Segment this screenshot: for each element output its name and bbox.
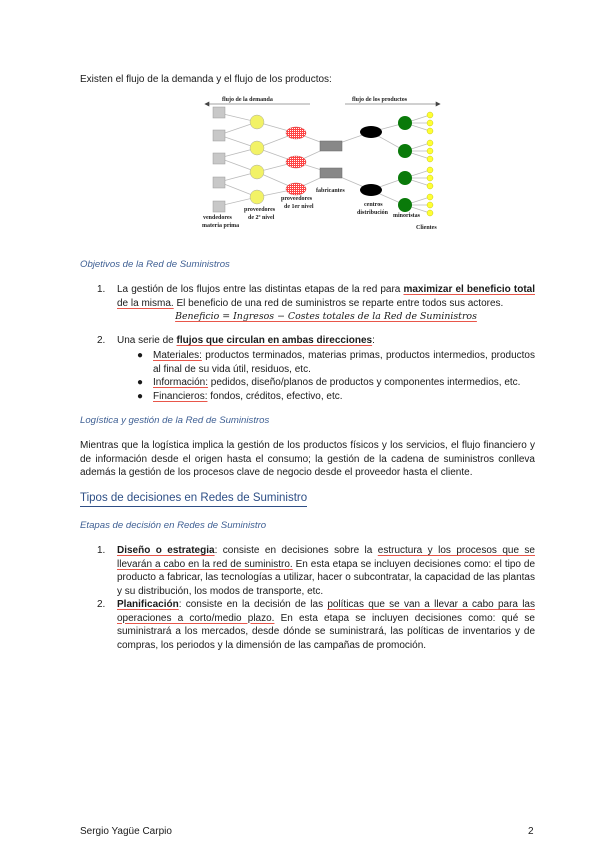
term: Información: xyxy=(153,377,209,388)
list-number: 1. xyxy=(97,284,106,295)
term: Planificación xyxy=(117,599,179,610)
term: Diseño o estrategia xyxy=(117,545,215,556)
term: Materiales: xyxy=(153,350,202,361)
client-nodes xyxy=(427,112,433,216)
retailer-nodes xyxy=(398,116,412,212)
tier1-label-2: de 1er nivel xyxy=(284,204,314,210)
bullet-icon: ● xyxy=(137,350,144,361)
underlined-text: políticas que se van a llevar a cabo para las operaciones a corto/medio plazo. xyxy=(117,599,535,624)
text: La gestión de los flujos entre las distintas etapas de la red para xyxy=(117,284,404,295)
supply-chain-diagram xyxy=(200,90,450,235)
vendors-label-2: materia prima xyxy=(202,223,240,229)
text: En esta etapa se incluyen decisiones como: qué se suministrará a los mercados, desde dónde se suministrará, las políticas de inventarios y de compras, los periodos y la dimensión de las campañas de promoción. xyxy=(117,612,535,651)
tier1-supplier-nodes xyxy=(286,127,306,195)
list-number: 2. xyxy=(97,335,106,346)
bullet-item xyxy=(137,390,535,404)
retail-label: minoristas xyxy=(393,213,420,219)
list-number: 1. xyxy=(97,545,106,556)
manufacturer-nodes xyxy=(320,141,342,178)
page-number: 2 xyxy=(528,826,534,837)
vendors-label: vendedores xyxy=(203,215,232,221)
section-heading-logistica: Logística y gestión de la Red de Suministros xyxy=(80,415,270,426)
list-item xyxy=(97,598,535,652)
subheading-etapas: Etapas de decisión en Redes de Suministro xyxy=(80,520,267,531)
list-item xyxy=(97,283,535,324)
formula xyxy=(117,310,535,324)
footer-author: Sergio Yagüe Carpio xyxy=(80,826,172,837)
section-heading-objetivos: Objetivos de la Red de Suministros xyxy=(80,259,230,270)
intro-text: Existen el flujo de la demanda y el flujo de los productos: xyxy=(80,74,332,85)
paragraph: Mientras que la logística implica la gestión de los productos físicos y los servicios, el flujo financiero y de información desde el origen hasta el consumo; la gestión de la cadena de suministros conlleva además la gestión de los procesos clave de negocio desde el proveedor hasta el cliente. xyxy=(80,440,535,478)
tier1-label: proveedores xyxy=(281,196,313,202)
heading-text: Tipos de decisiones en Redes de Suministro xyxy=(80,491,307,507)
flow-demand-label: flujo de la demanda xyxy=(222,97,273,103)
underlined-text: estructura y los procesos que se llevarán a cabo en la red de suministro. xyxy=(117,545,535,570)
text: fondos, créditos, efectivo, etc. xyxy=(207,390,343,402)
bullet-item xyxy=(137,376,535,390)
bullet-list xyxy=(137,349,535,403)
list-number: 2. xyxy=(97,599,106,610)
text: : xyxy=(372,335,375,346)
text: Una serie de xyxy=(117,335,177,346)
text: pedidos, diseño/planos de productos y componentes intermedios, etc. xyxy=(208,377,521,388)
text: En esta etapa se incluyen decisiones como: el tipo de producto a fabricar, las tecnologías a utilizar, hacer o subcontratar, la capacidad de las plantas y su distribución, los modos de transporte, etc. xyxy=(117,558,536,597)
formula-text: Beneficio = Ingresos − Costes totales de la Red de Suministros xyxy=(175,311,477,322)
dist-label: centros xyxy=(364,202,383,208)
clients-label: Clientes xyxy=(416,225,437,231)
vendor-nodes xyxy=(213,107,225,212)
text: El beneficio de una red de suministros se reparte entre todos sus actores. xyxy=(173,297,504,309)
flow-products-label: flujo de los productos xyxy=(352,97,408,103)
tier2-label-2: de 2º nivel xyxy=(248,215,275,221)
emphasis: maximizar el beneficio total xyxy=(403,284,535,295)
list-item xyxy=(97,334,535,348)
dist-label-2: distribución xyxy=(357,210,389,216)
text: : consiste en la decisión de las xyxy=(178,599,328,610)
tier2-label: proveedores xyxy=(244,207,276,213)
text: productos terminados, materias primas, productos intermedios, productos al final de su vida útil, residuos, etc. xyxy=(153,350,535,375)
bullet-icon: ● xyxy=(137,390,144,402)
underlined-text: de la misma. xyxy=(117,297,174,309)
bullet-item xyxy=(137,349,535,376)
section-heading-tipos xyxy=(80,491,307,507)
makers-label: fabricantes xyxy=(316,188,345,194)
emphasis: flujos que circulan en ambas direcciones xyxy=(176,335,373,346)
tier2-supplier-nodes xyxy=(250,115,264,204)
term: Financieros: xyxy=(153,390,208,402)
list-item xyxy=(97,544,536,598)
text: : consiste en decisiones sobre la xyxy=(214,545,378,556)
bullet-icon: ● xyxy=(137,377,144,388)
